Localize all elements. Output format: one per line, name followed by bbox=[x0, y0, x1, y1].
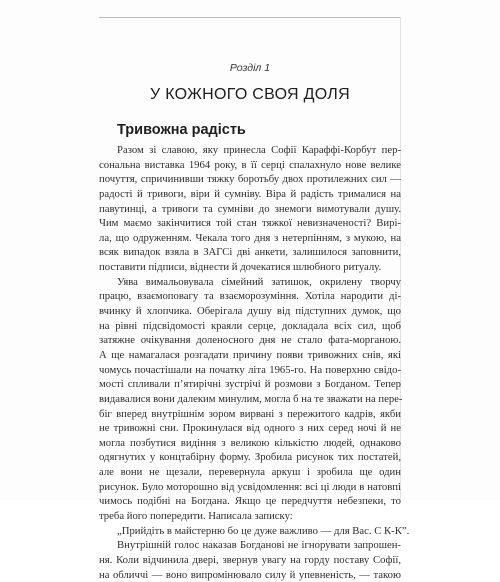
text-line: Внутрішній голос наказав Богданові не ігнорувати запрошен- bbox=[117, 539, 401, 552]
text-line: А ще намагалася розгадати причину появи тривожних снів, які bbox=[99, 348, 401, 361]
text-line: чимось подібні на Богдана. Якщо це передчуття небезпеки, то bbox=[99, 495, 401, 508]
text-line: треба його попередити. Написала записку: bbox=[99, 510, 293, 523]
chapter-title: У КОЖНОГО СВОЯ ДОЛЯ bbox=[150, 86, 350, 103]
text-line: Чим маємо закінчитися той стан тяжкої невизначеності? Вирі- bbox=[99, 217, 401, 230]
text-line: ня. Коли відчинила двері, звернув увагу на горду поставу Софії, bbox=[99, 553, 401, 566]
section-title: Тривожна радість bbox=[117, 122, 246, 138]
text-line: але вони не щезали, перевернула аркуш і зробила ще один bbox=[99, 466, 401, 479]
text-line: почуття, спричинивши тяжку боротьбу двох протилежних сил — bbox=[99, 173, 401, 186]
text-line: працю, взаємоповагу та взаєморозуміння. Хотіла народити ді- bbox=[99, 290, 401, 303]
text-line: ла, що одруженням. Чекала того дня з нетерпінням, з мукою, на bbox=[99, 231, 401, 244]
text-line: на обличчі — воно випромінювало силу й упевненість, — такою bbox=[99, 568, 401, 581]
text-line: Уява вимальовувала сімейний затишок, окрилену творчу bbox=[117, 275, 401, 288]
text-line: всяк випадок взяла в ЗАГСі дві анкети, залишилося заповнити, bbox=[99, 246, 401, 259]
header-rule bbox=[99, 17, 401, 18]
text-line: рисунок. Було моторошно від усвідомлення: всі ці люди в натовпі bbox=[99, 480, 401, 493]
text-line: радості й тривоги, віри й сумніву. Віра й радість трималися на bbox=[99, 187, 401, 200]
chapter-label: Розділ 1 bbox=[229, 62, 271, 74]
text-line: чомусь почастішали на початку літа 1965-го. На поверхню свідо- bbox=[99, 363, 401, 376]
text-line: вчинку й хлопчика. Оберігала душу від підступних думок, що bbox=[99, 305, 401, 318]
text-line: одягнутих у концтабірну форму. Зробила рисунок тих постатей, bbox=[99, 451, 401, 464]
text-line: павутинці, а тривоги та сумніви до знемоги вимотували душу. bbox=[99, 202, 401, 215]
text-line: Разом зі славою, яку принесла Софії Караффі-Корбут пер- bbox=[117, 144, 401, 156]
text-line: затяжне очікування доленосного дня не стало фата-морганою. bbox=[99, 334, 401, 347]
text-line: поставити підписи, віднести й дочекатися шлюбного ритуалу. bbox=[99, 261, 382, 274]
body-text bbox=[99, 143, 410, 582]
text-line: видавалися вони далеким минулим, могла б на те зважати на пере- bbox=[99, 392, 403, 405]
text-line: могла позбутися видіння з великою кількістю людей, однаково bbox=[99, 436, 401, 449]
text-line: біг вперед внутрішнім зором вирвані з пережитого кадрів, якби bbox=[99, 407, 401, 420]
text-line: мості спливали п’ятирічні зустрічі й розмови з Богданом. Тепер bbox=[99, 378, 401, 391]
text-line: на рівні підсвідомості краяли серце, докладала всіх сил, щоб bbox=[99, 319, 401, 332]
text-line: сональна виставка 1964 року, в її серці спалахнуло нове велике bbox=[99, 158, 401, 171]
text-line: „Прийдіть в майстерню бо це дуже важливо — для Вас. С К-К”. bbox=[117, 524, 410, 537]
text-line: не тривожні сни. Прокинулася від одного з них серед ночі й не bbox=[99, 422, 401, 435]
